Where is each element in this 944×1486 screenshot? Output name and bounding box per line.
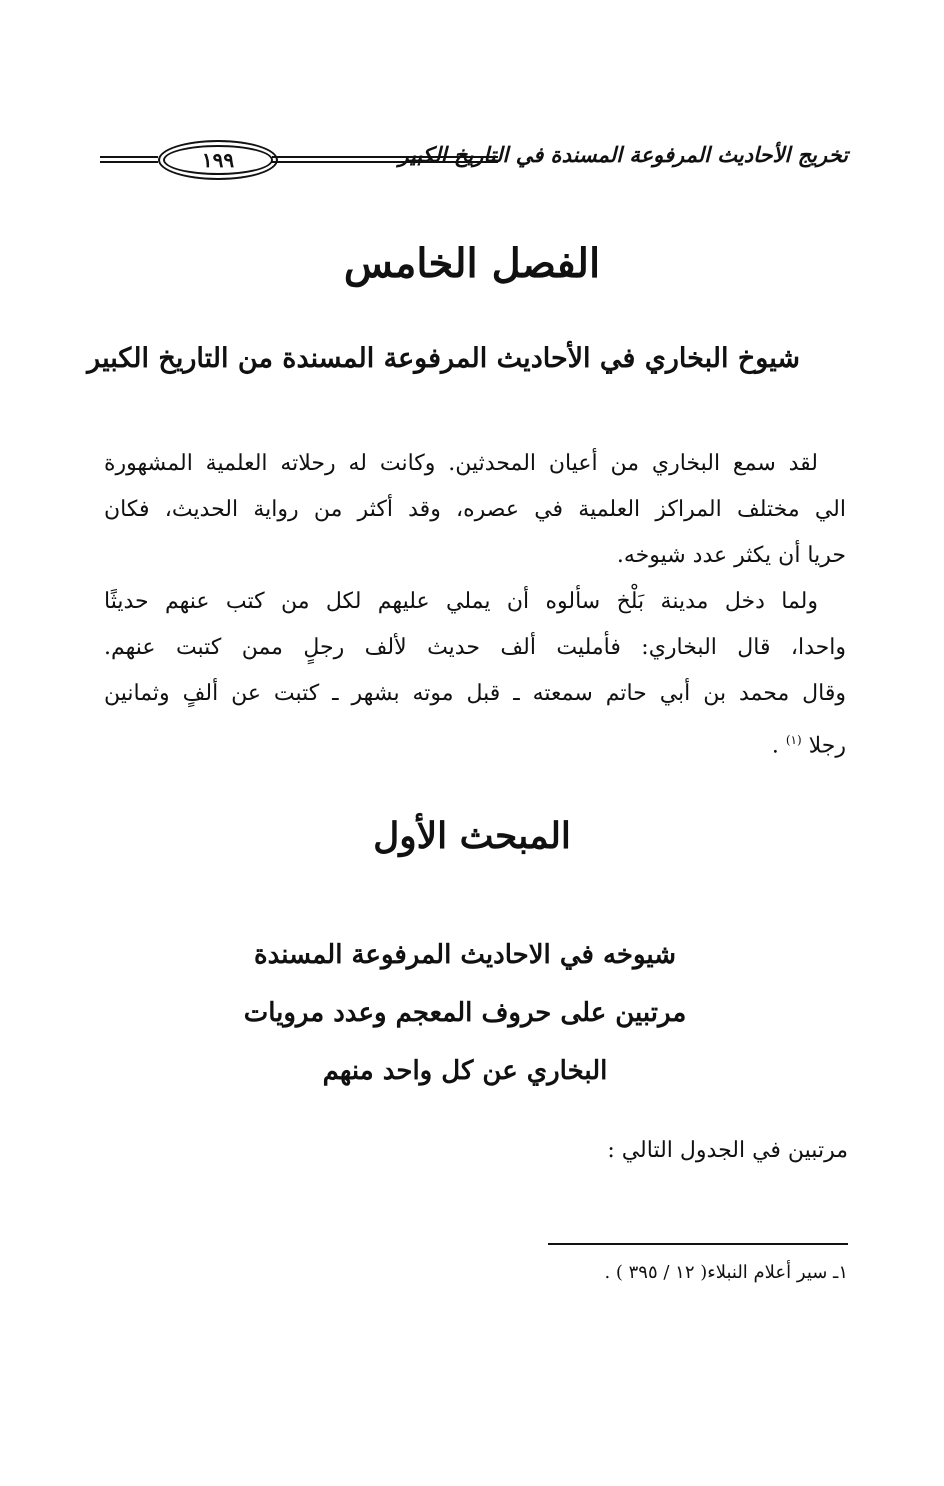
chapter-subtitle: شيوخ البخاري في الأحاديث المرفوعة المسندة من التاريخ الكبير <box>87 343 800 374</box>
footnote-reference[interactable]: (١) <box>785 733 802 747</box>
body-line-text: رجلا <box>808 733 846 759</box>
end-punctuation: . <box>771 733 779 759</box>
header-rule-left <box>100 156 158 163</box>
body-line: ولما دخل مدينة بَلْخ سألوه أن يملي عليهم لكل من كتب عنهم حديثًا <box>104 589 818 614</box>
body-line: وقال محمد بن أبي حاتم سمعته ـ قبل موته بشهر ـ كتبت عن ألفٍ وثمانين <box>104 681 846 706</box>
body-paragraphs <box>104 441 846 769</box>
page-number-badge <box>158 140 278 180</box>
section-subtitle-line: البخاري عن كل واحد منهم <box>322 1056 608 1086</box>
section-subtitle <box>200 926 730 1100</box>
body-line: حريا أن يكثر عدد شيوخه. <box>616 543 846 568</box>
chapter-title: الفصل الخامس <box>343 240 601 287</box>
footnote-divider <box>548 1243 848 1245</box>
footnote: ١ـ سير أعلام النبلاء( ١٢ / ٣٩٥ ) . <box>604 1262 848 1283</box>
body-line-last <box>104 717 846 769</box>
body-line: واحدا، قال البخاري: فأمليت ألف حديث لألف رجلٍ ممن كتبت عنهم. <box>104 635 846 660</box>
table-intro: مرتبين في الجدول التالي : <box>607 1138 848 1163</box>
section-title: المبحث الأول <box>373 815 571 857</box>
section-subtitle-line: شيوخه في الاحاديث المرفوعة المسندة <box>253 940 677 970</box>
body-line: الي مختلف المراكز العلمية في عصره، وقد أكثر من رواية الحديث، فكان <box>104 497 846 522</box>
page-number: ١٩٩ <box>201 148 235 172</box>
running-title: تخريج الأحاديث المرفوعة المسندة في التاريخ الكبير <box>398 142 848 167</box>
section-subtitle-line: مرتبين على حروف المعجم وعدد مرويات <box>243 998 687 1028</box>
body-line: لقد سمع البخاري من أعيان المحدثين. وكانت له رحلاته العلمية المشهورة <box>104 451 818 476</box>
running-header <box>100 138 848 182</box>
